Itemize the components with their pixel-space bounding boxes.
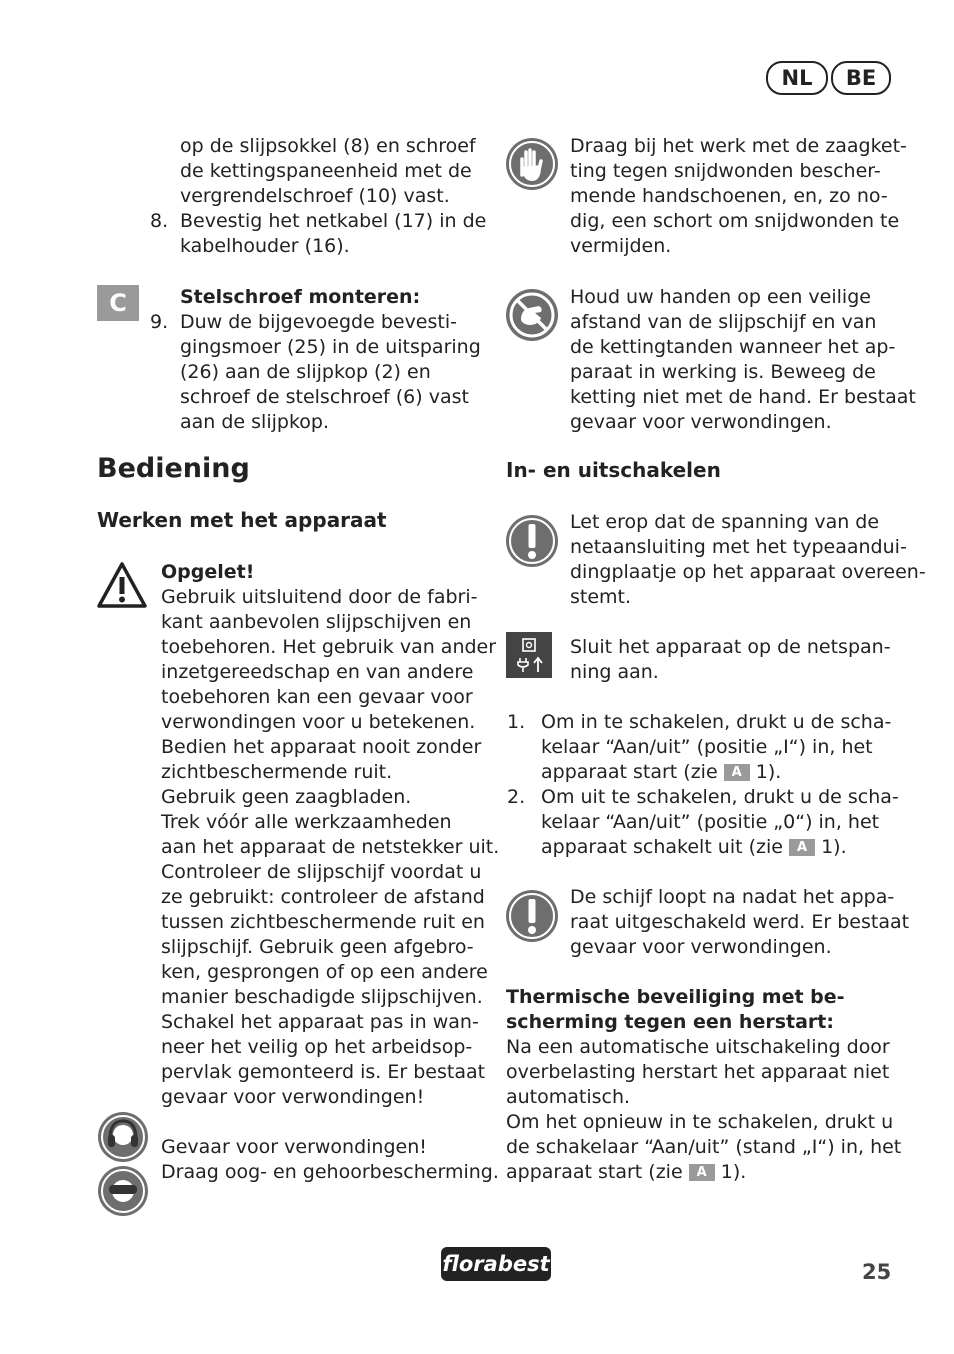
- text-line: Thermische beveiliging met be-: [506, 986, 845, 1008]
- text-line: De schijf loopt na nadat het appa-: [570, 886, 895, 908]
- text-line: Trek vóór alle werkzaamheden: [161, 811, 452, 833]
- coast-down-text: [570, 885, 909, 960]
- text-line: [541, 760, 891, 785]
- step-number: 1.: [507, 711, 526, 733]
- text-line: paraat in werking is. Beweeg de: [570, 361, 876, 383]
- text-line: Om het opnieuw in te schakelen, drukt u: [506, 1111, 894, 1133]
- section-title-bediening: Bediening: [97, 453, 250, 484]
- step-1-text: [541, 710, 891, 785]
- text-line: tussen zichtbeschermende ruit en: [161, 911, 485, 933]
- text-line: dingplaatje op het apparaat overeen-: [570, 561, 926, 583]
- text-line: gevaar voor verwondingen!: [161, 1086, 425, 1108]
- text-line: kabelhouder (16).: [180, 235, 350, 257]
- text-line: Na een automatische uitschakeling door: [506, 1036, 890, 1058]
- hands-distance-text: [570, 285, 916, 435]
- step-number: 9.: [150, 311, 169, 333]
- text-line: (26) aan de slijpkop (2) en: [180, 361, 431, 383]
- text-line: de kettingtanden wanneer het ap-: [570, 336, 896, 358]
- text-line: zichtbeschermende ruit.: [161, 761, 393, 783]
- text-line: afstand van de slijpschijf en van: [570, 311, 877, 333]
- text-line: [541, 835, 899, 860]
- step-number: 8.: [150, 210, 169, 232]
- text-line: Let erop dat de spanning van de: [570, 511, 880, 533]
- no-hands-prohibition-icon: [505, 288, 559, 342]
- step-number: 2.: [507, 786, 526, 808]
- text-line: Draag oog- en gehoorbescherming.: [161, 1161, 499, 1183]
- text-line: gingsmoer (25) in de uitsparing: [180, 336, 481, 358]
- text-line: overbelasting herstart het apparaat niet: [506, 1061, 890, 1083]
- continued-step-text: [180, 134, 476, 209]
- text-line: scherming tegen een herstart:: [506, 1011, 834, 1033]
- text-line: netaansluiting met het typeaandui-: [570, 536, 907, 558]
- gloves-text: [570, 134, 907, 259]
- text-line: Houd uw handen op een veilige: [570, 286, 871, 308]
- text-line: Schakel het apparaat pas in wan-: [161, 1011, 479, 1033]
- caution-heading: Opgelet!: [161, 561, 255, 583]
- figure-a-badge: A: [689, 1164, 715, 1181]
- text-line: manier beschadigde slijpschijven.: [161, 986, 483, 1008]
- text-line: gevaar voor verwondingen.: [570, 936, 832, 958]
- step-9-text: [180, 310, 481, 435]
- figure-a-badge: A: [724, 764, 750, 781]
- text-line: ze gebruikt: controleer de afstand: [161, 886, 485, 908]
- text-line: gevaar voor verwondingen.: [570, 411, 832, 433]
- page-number: 25: [862, 1260, 892, 1284]
- attention-exclamation-icon: [505, 889, 559, 943]
- text-line: automatisch.: [506, 1086, 631, 1108]
- text-fragment: 1).: [755, 761, 782, 783]
- text-line: Bevestig het netkabel (17) in de: [180, 210, 487, 232]
- text-line: Controleer de slijpschijf voordat u: [161, 861, 482, 883]
- plug-in-power-icon: [506, 632, 552, 678]
- text-line: pervlak gemonteerd is. Er bestaat: [161, 1061, 486, 1083]
- text-line: toebehoren. Het gebruik van ander: [161, 636, 497, 658]
- text-line: verwondingen voor u betekenen.: [161, 711, 476, 733]
- text-line: aan het apparaat de netstekker uit.: [161, 836, 500, 858]
- text-line: Gevaar voor verwondingen!: [161, 1136, 427, 1158]
- section-title-in-uitschakelen: In- en uitschakelen: [506, 458, 721, 482]
- language-tag-nl: NL: [766, 61, 828, 95]
- text-line: schroef de stelschroef (6) vast: [180, 386, 469, 408]
- step-2-text: [541, 785, 899, 860]
- warning-triangle-icon: [96, 560, 148, 610]
- text-line: raat uitgeschakeld werd. Er bestaat: [570, 911, 910, 933]
- text-line: Gebruik uitsluitend door de fabri-: [161, 586, 478, 608]
- figure-c-marker: C: [97, 285, 139, 321]
- text-fragment: apparaat schakelt uit (zie: [541, 836, 783, 858]
- text-line: vermijden.: [570, 235, 672, 257]
- text-line: Om in te schakelen, drukt u de scha-: [541, 711, 892, 733]
- text-line: de schakelaar “Aan/uit” (stand „I“) in, het: [506, 1136, 902, 1158]
- protective-gloves-icon: [505, 137, 559, 191]
- text-line: toebehoren kan een gevaar voor: [161, 686, 473, 708]
- text-line: mende handschoenen, en, zo no-: [570, 185, 888, 207]
- thermal-protection-heading: [506, 985, 845, 1035]
- subsection-title: Werken met het apparaat: [97, 508, 387, 532]
- caution-text: [161, 585, 499, 1110]
- text-line: ting tegen snijdwonden bescher-: [570, 160, 881, 182]
- text-line: Bedien het apparaat nooit zonder: [161, 736, 482, 758]
- text-line: aan de slijpkop.: [180, 411, 330, 433]
- text-line: ken, gesprongen of op een andere: [161, 961, 488, 983]
- text-line: Om uit te schakelen, drukt u de scha-: [541, 786, 899, 808]
- text-line: ning aan.: [570, 661, 659, 683]
- text-line: Sluit het apparaat op de netspan-: [570, 636, 891, 658]
- text-line: [506, 1160, 901, 1185]
- text-line: op de slijpsokkel (8) en schroef: [180, 135, 476, 157]
- text-fragment: apparaat start (zie: [506, 1161, 683, 1183]
- connect-mains-text: [570, 635, 891, 685]
- attention-exclamation-icon: [505, 514, 559, 568]
- ppe-warning-text: [161, 1135, 499, 1185]
- text-line: Gebruik geen zaagbladen.: [161, 786, 412, 808]
- text-line: inzetgereedschap en van andere: [161, 661, 474, 683]
- text-fragment: apparaat start (zie: [541, 761, 718, 783]
- text-line: neer het veilig op het arbeidsop-: [161, 1036, 473, 1058]
- text-line: slijpschijf. Gebruik geen afgebro-: [161, 936, 474, 958]
- text-fragment: 1).: [821, 836, 847, 858]
- text-line: Duw de bijgevoegde bevesti-: [180, 311, 457, 333]
- text-line: dig, een schort om snijdwonden te: [570, 210, 900, 232]
- text-line: stemt.: [570, 586, 632, 608]
- text-fragment: 1).: [720, 1161, 747, 1183]
- text-line: vergrendelschroef (10) vast.: [180, 185, 450, 207]
- figure-a-badge: A: [789, 839, 815, 856]
- thermal-protection-text: [506, 1035, 901, 1185]
- voltage-check-text: [570, 510, 926, 610]
- text-line: kelaar “Aan/uit” (positie „I“) in, het: [541, 736, 873, 758]
- text-line: Draag bij het werk met de zaagket-: [570, 135, 907, 157]
- step-8-text: [180, 209, 486, 259]
- florabest-logo: florabest: [441, 1247, 551, 1281]
- text-line: ketting niet met de hand. Er bestaat: [570, 386, 916, 408]
- text-line: kant aanbevolen slijpschijven en: [161, 611, 472, 633]
- eye-protection-icon: [97, 1165, 149, 1217]
- text-line: de kettingspaneenheid met de: [180, 160, 472, 182]
- text-line: kelaar “Aan/uit” (positie „0“) in, het: [541, 811, 880, 833]
- stelschroef-heading: Stelschroef monteren:: [180, 286, 421, 308]
- ear-protection-icon: [97, 1111, 149, 1163]
- language-tag-be: BE: [831, 61, 891, 95]
